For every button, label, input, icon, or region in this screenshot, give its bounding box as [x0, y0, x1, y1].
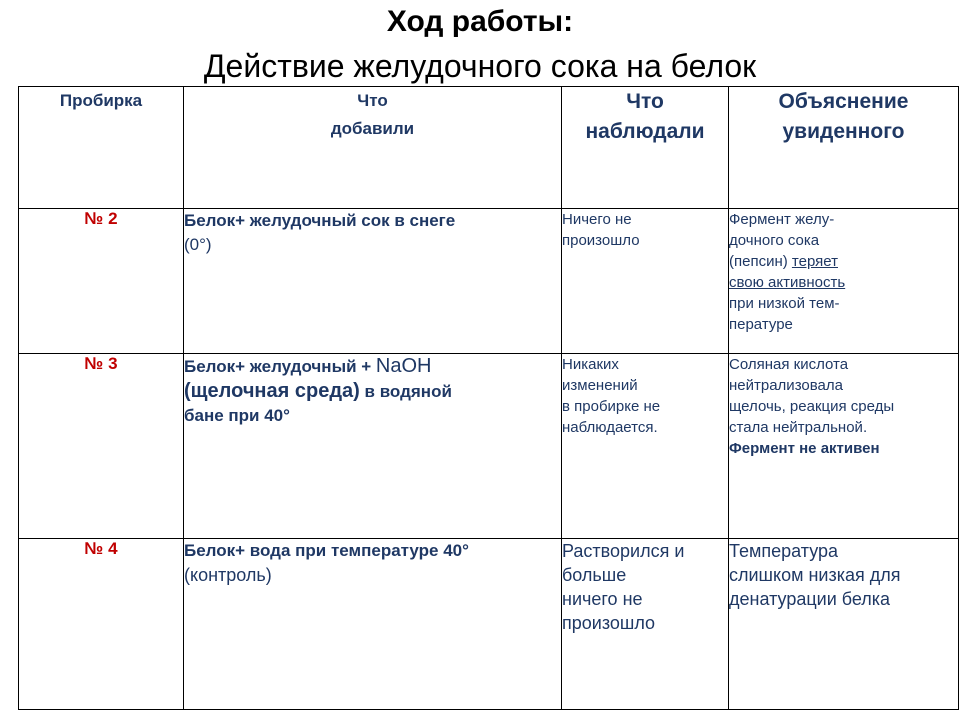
- explanation-bold: Фермент не активен: [729, 440, 880, 457]
- explanation-text: Соляная кислота нейтрализовала щелочь, реакция среды стала нейтральной.: [729, 356, 895, 436]
- added-cell: [184, 354, 562, 539]
- observed-cell: Никаких изменений в пробирке не наблюдается.: [562, 354, 729, 539]
- explanation-cell: [729, 354, 959, 539]
- added-conditions: в водяной бане при 40°: [184, 382, 452, 425]
- added-note: (контроль): [184, 565, 272, 585]
- tube-number: № 2: [19, 209, 184, 354]
- slide-subtitle: Действие желудочного сока на белок: [203, 48, 757, 84]
- added-text: Белок+ вода при температуре 40°: [184, 541, 469, 560]
- added-medium: (щелочная среда): [184, 380, 360, 402]
- table-row: [19, 209, 959, 354]
- slide-title: Ход работы:: [386, 5, 574, 38]
- table-header-row: [19, 87, 959, 209]
- header-observed: Что наблюдали: [562, 87, 729, 209]
- header-added-line1: Что: [357, 91, 388, 110]
- observed-cell: Растворился и больше ничего не произошло: [562, 539, 729, 710]
- header-explanation: Объяснение увиденного: [729, 87, 959, 209]
- explanation-underlined: теряет свою активность: [729, 253, 846, 291]
- header-tube: [19, 87, 184, 209]
- table-row: [19, 354, 959, 539]
- added-text: Белок+ желудочный сок в снеге: [184, 211, 456, 230]
- added-text-temp-close: °): [199, 235, 212, 254]
- explanation-text: Фермент желу- дочного сока (пепсин): [729, 211, 835, 270]
- tube-number: № 3: [19, 354, 184, 539]
- added-cell: [184, 209, 562, 354]
- header-added: [184, 87, 562, 209]
- observed-cell: Ничего не произошло: [562, 209, 729, 354]
- added-cell: [184, 539, 562, 710]
- explanation-text-end: при низкой тем- пературе: [729, 295, 840, 333]
- header-added-line2: добавили: [330, 119, 415, 138]
- added-text: Белок+ желудочный +: [184, 357, 376, 376]
- experiment-table: [18, 86, 959, 710]
- added-text-temp-open: (0: [184, 235, 200, 254]
- table-row: [19, 539, 959, 710]
- explanation-cell: [729, 209, 959, 354]
- explanation-cell: Температура слишком низкая для денатурации белка: [729, 539, 959, 710]
- tube-number: № 4: [19, 539, 184, 710]
- added-reagent: NaOH: [375, 355, 432, 377]
- header-tube-label: Пробирка: [59, 91, 143, 110]
